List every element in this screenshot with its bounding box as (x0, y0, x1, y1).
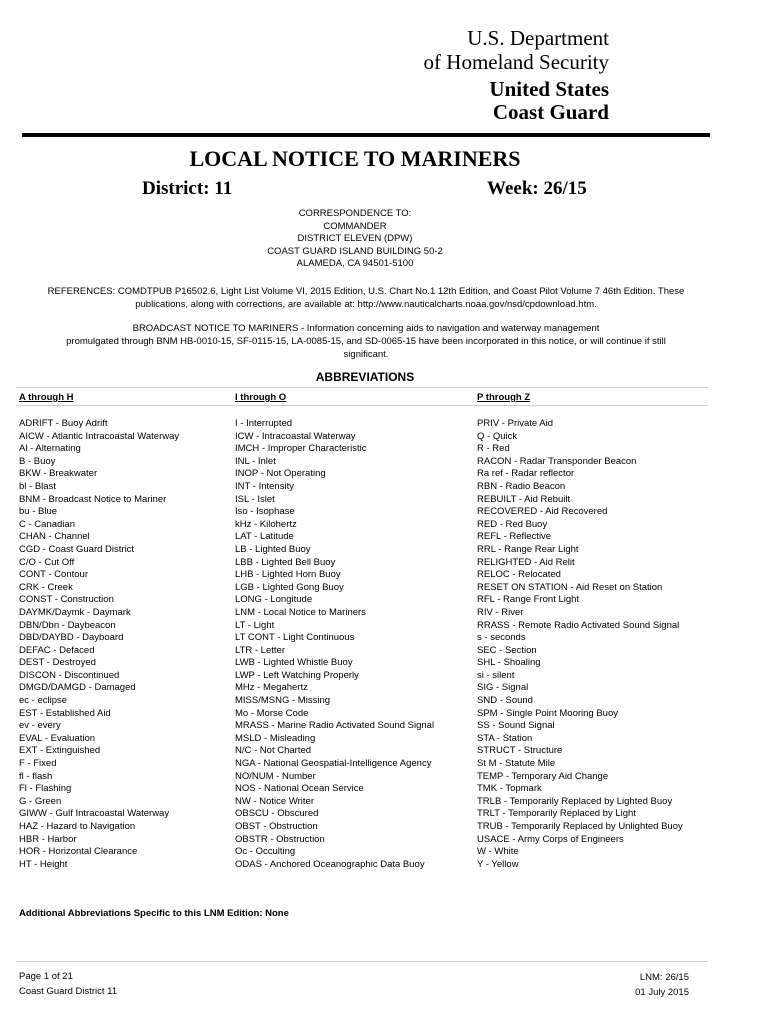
abbreviation-item: LONG - Longitude (235, 594, 313, 606)
abbreviation-item: ec - eclipse (19, 695, 68, 707)
abbreviation-item: RELIGHTED - Aid Relit (477, 556, 575, 568)
abbreviation-item: DBN/Dbn - Daybeacon (19, 619, 116, 631)
abbreviation-item: NO/NUM - Number (235, 770, 316, 782)
abbreviation-item: LB - Lighted Buoy (235, 543, 311, 555)
abbreviation-item: DMGD/DAMGD - Damaged (19, 682, 136, 694)
abbreviation-item: HAZ - Hazard to Navigation (19, 821, 136, 832)
broadcast-line: BROADCAST NOTICE TO MARINERS - Information concerning aids to navigation and waterway management (132, 323, 600, 334)
abbreviation-item: CGD - Coast Guard District (19, 543, 135, 555)
abbreviation-item: RRL - Range Rear Light (477, 543, 579, 555)
document-title: LOCAL NOTICE TO MARINERS (189, 146, 521, 171)
abbreviation-item: REFL - Reflective (477, 531, 552, 543)
abbreviation-item: Y - Yellow (477, 858, 519, 870)
abbreviation-item: Mo - Morse Code (235, 707, 309, 719)
abbreviation-item: DEST - Destroyed (19, 657, 96, 669)
abbreviation-item: NOS - National Ocean Service (235, 783, 364, 795)
broadcast-paragraph (22, 322, 710, 361)
abbreviation-item: CHAN - Channel (19, 531, 90, 543)
abbreviation-item: DISCON - Discontinued (19, 669, 120, 681)
abbreviation-item: SHL - Shoaling (477, 657, 541, 669)
abbreviation-item: Q - Quick (477, 430, 518, 442)
abbreviation-item: EXT - Extinguished (19, 745, 101, 757)
abbreviation-item: MSLD - Misleading (235, 732, 316, 744)
abbreviation-item: HOR - Horizontal Clearance (19, 846, 138, 858)
abbreviation-item: LGB - Lighted Gong Buoy (235, 581, 344, 593)
abbreviation-item: USACE - Army Corps of Engineers (477, 833, 624, 845)
abbreviation-item: SPM - Single Point Mooring Buoy (477, 707, 618, 719)
header-rule (22, 133, 710, 137)
coast-guard-line-1: United States (489, 77, 609, 101)
department-line-2: of Homeland Security (423, 50, 609, 74)
abbreviation-item: bu - Blue (19, 506, 58, 518)
abbreviation-item: TRUB - Temporarily Replaced by Unlighted Buoy (477, 821, 683, 832)
abbreviation-item: PRIV - Private Aid (477, 418, 554, 429)
agency-header (424, 26, 609, 124)
references-line: publications, along with corrections, are available at: http://www.nauticalcharts.noaa.gov/nsd/cpdownload.htm. (135, 299, 597, 310)
abbreviation-item: fl - flash (19, 770, 53, 782)
abbreviation-column-i-o (235, 418, 434, 871)
coast-guard-line-2: Coast Guard (492, 100, 609, 124)
abbreviation-item: F - Fixed (19, 758, 57, 770)
abbreviation-item: TRLT - Temporarily Replaced by Light (477, 808, 636, 820)
abbreviation-item: MISS/MSNG - Missing (235, 695, 331, 707)
abbreviation-item: CRK - Creek (19, 581, 73, 593)
abbreviation-item: SS - Sound Signal (477, 720, 555, 732)
abbreviation-item: INT - Intensity (235, 480, 294, 492)
abbreviation-item: LBB - Lighted Bell Buoy (235, 556, 336, 568)
abbreviation-item: kHz - Kilohertz (235, 518, 297, 530)
correspondence-line: COAST GUARD ISLAND BUILDING 50-2 (267, 245, 443, 257)
abbreviation-item: RBN - Radio Beacon (477, 480, 566, 492)
abbreviation-item: AICW - Atlantic Intracoastal Waterway (19, 430, 180, 442)
abbreviation-item: DEFAC - Defaced (19, 644, 95, 656)
abbreviation-column-p-z (477, 418, 683, 871)
abbreviation-item: s - seconds (477, 632, 526, 644)
correspondence-line: DISTRICT ELEVEN (DPW) (297, 233, 413, 244)
broadcast-line: promulgated through BNM HB-0010-15, SF-0115-15, LA-0085-15, and SD-0065-15 have been incorporated in this notice, or will continue if still (66, 336, 666, 347)
abbreviation-item: SIG - Signal (477, 682, 529, 694)
correspondence-block (0, 208, 710, 271)
abbreviation-item: DAYMK/Daymk - Daymark (19, 606, 131, 618)
abbreviation-item: ev - every (19, 720, 61, 732)
abbreviation-item: INL - Inlet (235, 455, 276, 467)
abbreviation-item: Al - Alternating (19, 443, 81, 455)
abbreviation-item: BNM - Broadcast Notice to Mariner (19, 493, 167, 505)
page-number: Page 1 of 21 (19, 971, 73, 982)
abbreviations-heading: ABBREVIATIONS (315, 370, 415, 384)
column-heading-a-h: A through H (19, 392, 74, 403)
broadcast-line: significant. (343, 349, 389, 360)
abbreviation-item: OBST - Obstruction (235, 821, 318, 832)
abbreviation-item: IMCH - Improper Characteristic (235, 443, 367, 455)
abbreviation-item: CONT - Contour (19, 569, 88, 581)
abbreviation-item: N/C - Not Charted (235, 745, 312, 757)
district-label: District: 11 (142, 178, 233, 199)
abbreviation-item: OBSTR - Obstruction (235, 833, 325, 845)
abbreviation-item: RRASS - Remote Radio Activated Sound Signal (477, 619, 680, 631)
abbreviation-item: C/O - Cut Off (19, 556, 75, 568)
abbreviation-item: W - White (477, 846, 519, 858)
abbreviation-item: GIWW - Gulf Intracoastal Waterway (19, 808, 170, 820)
abbreviation-item: LT CONT - Light Continuous (235, 632, 355, 644)
abbreviation-item: RECOVERED - Aid Recovered (477, 506, 608, 518)
abbreviation-item: G - Green (19, 795, 62, 807)
abbreviation-item: STRUCT - Structure (477, 745, 563, 757)
abbreviation-item: Fl - Flashing (19, 783, 72, 795)
abbreviation-item: DBD/DAYBD - Dayboard (19, 632, 124, 644)
abbreviation-item: CONST - Construction (19, 594, 114, 606)
correspondence-line: ALAMEDA, CA 94501-5100 (296, 258, 414, 269)
abbreviation-item: LT - Light (235, 619, 275, 631)
abbreviation-item: MRASS - Marine Radio Activated Sound Signal (235, 720, 435, 732)
abbreviation-item: HT - Height (19, 858, 68, 870)
abbreviation-item: B - Buoy (19, 455, 56, 467)
edition-date: 01 July 2015 (635, 987, 689, 998)
abbreviation-item: HBR - Harbor (19, 833, 77, 845)
abbreviation-item: REBUILT - Aid Rebuilt (477, 493, 571, 505)
abbreviation-item: TMK - Topmark (477, 783, 542, 795)
abbreviation-item: MHz - Megahertz (235, 682, 308, 694)
abbreviation-item: RIV - River (477, 606, 524, 618)
abbreviation-item: LAT - Latitude (235, 531, 294, 543)
abbreviation-item: NW - Notice Writer (235, 795, 314, 807)
abbreviation-item: SEC - Section (477, 644, 537, 656)
abbreviation-item: INOP - Not Operating (235, 468, 326, 480)
lnm-number: LNM: 26/15 (639, 972, 689, 983)
abbreviation-item: C - Canadian (19, 518, 75, 530)
abbreviation-item: BKW - Breakwater (19, 468, 98, 480)
abbreviation-item: OBSCU - Obscured (235, 808, 319, 820)
abbreviation-item: bl - Blast (19, 480, 56, 492)
abbreviation-item: St M - Statute Mile (477, 758, 556, 770)
abbreviation-item: RESET ON STATION - Aid Reset on Station (477, 581, 663, 593)
footer-district: Coast Guard District 11 (19, 986, 118, 997)
abbreviation-item: STA - Station (477, 732, 533, 744)
abbreviation-item: Oc - Occulting (235, 846, 296, 858)
department-line-1: U.S. Department (467, 26, 609, 50)
abbreviation-item: TRLB - Temporarily Replaced by Lighted Buoy (477, 795, 673, 807)
abbreviation-item: ISL - Islet (235, 493, 275, 505)
abbreviation-item: Iso - Isophase (235, 506, 295, 518)
references-line: REFERENCES: COMDTPUB P16502.6, Light List Volume VI, 2015 Edition, U.S. Chart No.1 12th Edition, and Coast Pilot Volume 7 46th Edition. These (47, 286, 685, 297)
correspondence-line: COMMANDER (323, 220, 387, 232)
abbreviations-rule-top (16, 387, 708, 388)
references-paragraph (22, 285, 710, 311)
column-heading-i-o: I through O (235, 392, 287, 403)
abbreviation-item: NGA - National Geospatial-Intelligence Agency (235, 758, 432, 770)
week-label: Week: 26/15 (487, 178, 587, 199)
abbreviation-item: RFL - Range Front Light (477, 594, 580, 606)
correspondence-line: CORRESPONDENCE TO: (298, 208, 412, 219)
abbreviation-item: ADRIFT - Buoy Adrift (19, 418, 108, 429)
footer-left (19, 969, 117, 999)
abbreviations-rule-header (16, 405, 708, 406)
abbreviation-item: RACON - Radar Transponder Beacon (477, 455, 637, 467)
abbreviation-item: EST - Established Aid (19, 707, 111, 719)
abbreviation-item: LWP - Left Watching Properly (235, 669, 359, 681)
abbreviation-item: RELOC - Relocated (477, 569, 561, 581)
abbreviation-item: EVAL - Evaluation (19, 732, 96, 744)
abbreviation-item: LNM - Local Notice to Mariners (235, 606, 366, 618)
abbreviation-item: LWB - Lighted Whistle Buoy (235, 657, 353, 669)
abbreviation-item: I - Interrupted (235, 418, 293, 429)
abbreviation-item: LHB - Lighted Horn Buoy (235, 569, 341, 581)
abbreviation-column-a-h (19, 418, 179, 871)
abbreviation-item: RED - Red Buoy (477, 518, 548, 530)
abbreviation-item: ICW - Intracoastal Waterway (235, 430, 356, 442)
footer-rule (16, 961, 708, 962)
abbreviation-item: LTR - Letter (235, 644, 285, 656)
additional-abbreviations: Additional Abbreviations Specific to this LNM Edition: None (19, 908, 289, 919)
abbreviation-item: Ra ref - Radar reflector (477, 468, 575, 480)
abbreviation-item: si - silent (477, 669, 515, 681)
abbreviation-item: TEMP - Temporary Aid Change (477, 770, 609, 782)
footer-right (635, 970, 689, 1000)
column-heading-p-z: P through Z (477, 392, 531, 403)
abbreviation-item: R - Red (477, 443, 510, 455)
abbreviation-item: ODAS - Anchored Oceanographic Data Buoy (235, 858, 425, 870)
abbreviation-item: SND - Sound (477, 695, 533, 707)
